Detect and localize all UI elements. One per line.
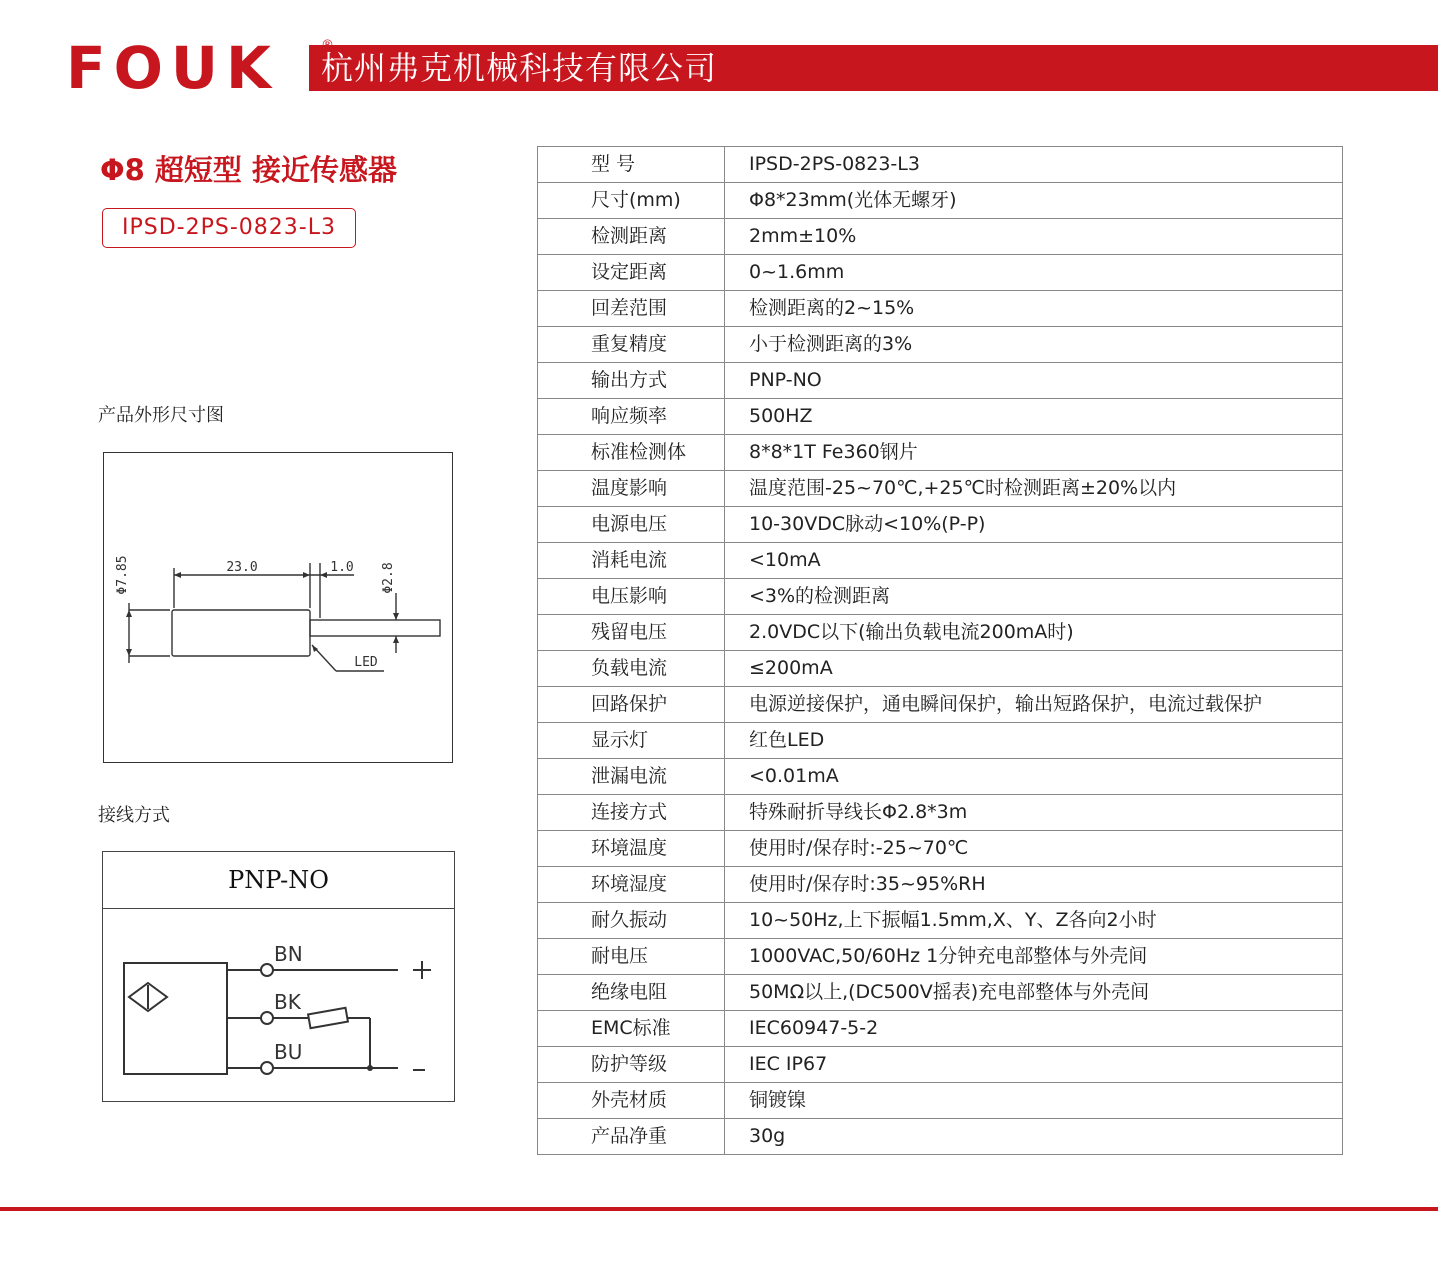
spec-key: 响应频率 bbox=[538, 399, 725, 435]
spec-row bbox=[538, 1047, 1343, 1083]
spec-row bbox=[538, 435, 1343, 471]
spec-row bbox=[538, 687, 1343, 723]
spec-value: <3%的检测距离 bbox=[725, 579, 1343, 615]
spec-key: 设定距离 bbox=[538, 255, 725, 291]
spec-key: 耐电压 bbox=[538, 939, 725, 975]
spec-row bbox=[538, 795, 1343, 831]
spec-row bbox=[538, 327, 1343, 363]
spec-key: 尺寸(mm) bbox=[538, 183, 725, 219]
spec-table bbox=[537, 146, 1343, 1155]
model-badge: IPSD-2PS-0823-L3 bbox=[102, 208, 356, 248]
wiring-diagram-svg bbox=[103, 908, 453, 1101]
spec-key: 外壳材质 bbox=[538, 1083, 725, 1119]
spec-key: 温度影响 bbox=[538, 471, 725, 507]
spec-row bbox=[538, 903, 1343, 939]
spec-row bbox=[538, 183, 1343, 219]
spec-row bbox=[538, 939, 1343, 975]
spec-value: 1000VAC,50/60Hz 1分钟充电部整体与外壳间 bbox=[725, 939, 1343, 975]
spec-row bbox=[538, 579, 1343, 615]
spec-key: 回差范围 bbox=[538, 291, 725, 327]
spec-row bbox=[538, 363, 1343, 399]
spec-value: Φ8*23mm(光体无螺牙) bbox=[725, 183, 1343, 219]
spec-key: 残留电压 bbox=[538, 615, 725, 651]
wire-bk-label: BK bbox=[274, 990, 301, 1014]
spec-value: 使用时/保存时:-25~70℃ bbox=[725, 831, 1343, 867]
wire-minus-text: - bbox=[443, 938, 444, 939]
spec-key: 绝缘电阻 bbox=[538, 975, 725, 1011]
spec-value: 电源逆接保护，通电瞬间保护，输出短路保护，电流过载保护 bbox=[725, 687, 1343, 723]
dim-cable-diameter: Φ2.8 bbox=[381, 562, 396, 594]
spec-value: IEC IP67 bbox=[725, 1047, 1343, 1083]
company-name: 杭州弗克机械科技有限公司 bbox=[321, 49, 718, 87]
spec-key: 连接方式 bbox=[538, 795, 725, 831]
spec-row bbox=[538, 651, 1343, 687]
spec-value: PNP-NO bbox=[725, 363, 1343, 399]
spec-row bbox=[538, 867, 1343, 903]
dimension-drawing-svg bbox=[104, 453, 451, 761]
spec-key: 负载电流 bbox=[538, 651, 725, 687]
dim-length: 23.0 bbox=[226, 560, 258, 575]
spec-value: 500HZ bbox=[725, 399, 1343, 435]
dimension-section-label: 产品外形尺寸图 bbox=[98, 405, 224, 426]
spec-value: 8*8*1T Fe360钢片 bbox=[725, 435, 1343, 471]
spec-value: 2.0VDC以下(输出负载电流200mA时) bbox=[725, 615, 1343, 651]
spec-value: 2mm±10% bbox=[725, 219, 1343, 255]
spec-row bbox=[538, 975, 1343, 1011]
spec-key: 消耗电流 bbox=[538, 543, 725, 579]
spec-value: IPSD-2PS-0823-L3 bbox=[725, 147, 1343, 183]
spec-value: 红色LED bbox=[725, 723, 1343, 759]
spec-value: 10-30VDC脉动<10%(P-P) bbox=[725, 507, 1343, 543]
spec-row bbox=[538, 1119, 1343, 1155]
wire-bn-label: BN bbox=[274, 942, 303, 966]
dim-offset: 1.0 bbox=[330, 560, 354, 575]
spec-key: 防护等级 bbox=[538, 1047, 725, 1083]
spec-row bbox=[538, 399, 1343, 435]
spec-value: 10~50Hz,上下振幅1.5mm,X、Y、Z各向2小时 bbox=[725, 903, 1343, 939]
spec-row bbox=[538, 291, 1343, 327]
dimension-drawing bbox=[103, 452, 453, 763]
wiring-diagram bbox=[102, 851, 455, 1102]
spec-key: 泄漏电流 bbox=[538, 759, 725, 795]
spec-row bbox=[538, 759, 1343, 795]
spec-value: 30g bbox=[725, 1119, 1343, 1155]
dim-body-diameter: Φ7.85 bbox=[115, 555, 130, 595]
spec-value: 50MΩ以上,(DC500V摇表)充电部整体与外壳间 bbox=[725, 975, 1343, 1011]
spec-key: 型 号 bbox=[538, 147, 725, 183]
spec-row bbox=[538, 1011, 1343, 1047]
spec-value: <0.01mA bbox=[725, 759, 1343, 795]
spec-row bbox=[538, 1083, 1343, 1119]
spec-value: IEC60947-5-2 bbox=[725, 1011, 1343, 1047]
spec-key: 电源电压 bbox=[538, 507, 725, 543]
spec-value: 使用时/保存时:35~95%RH bbox=[725, 867, 1343, 903]
spec-row bbox=[538, 471, 1343, 507]
wiring-title: PNP-NO bbox=[103, 852, 454, 909]
spec-key: 重复精度 bbox=[538, 327, 725, 363]
spec-key: 耐久振动 bbox=[538, 903, 725, 939]
brand-logo bbox=[66, 34, 279, 102]
spec-value: 特殊耐折导线长Φ2.8*3m bbox=[725, 795, 1343, 831]
spec-row bbox=[538, 255, 1343, 291]
wire-plus-text: + bbox=[443, 928, 444, 929]
spec-value: ≤200mA bbox=[725, 651, 1343, 687]
spec-key: 环境温度 bbox=[538, 831, 725, 867]
spec-row bbox=[538, 147, 1343, 183]
spec-value: 铜镀镍 bbox=[725, 1083, 1343, 1119]
spec-key: 环境湿度 bbox=[538, 867, 725, 903]
spec-key: 标准检测体 bbox=[538, 435, 725, 471]
wire-bu-label: BU bbox=[274, 1040, 303, 1064]
spec-value: 检测距离的2~15% bbox=[725, 291, 1343, 327]
spec-key: 检测距离 bbox=[538, 219, 725, 255]
spec-key: EMC标准 bbox=[538, 1011, 725, 1047]
product-title: Φ8 超短型 接近传感器 bbox=[100, 153, 398, 187]
spec-key: 产品净重 bbox=[538, 1119, 725, 1155]
spec-row bbox=[538, 723, 1343, 759]
spec-value: <10mA bbox=[725, 543, 1343, 579]
spec-value: 0~1.6mm bbox=[725, 255, 1343, 291]
spec-value: 小于检测距离的3% bbox=[725, 327, 1343, 363]
spec-value: 温度范围-25~70℃,+25℃时检测距离±20%以内 bbox=[725, 471, 1343, 507]
spec-row bbox=[538, 831, 1343, 867]
header-bar bbox=[309, 45, 1438, 91]
logo-text: FOUK bbox=[66, 34, 279, 102]
spec-row bbox=[538, 615, 1343, 651]
spec-key: 电压影响 bbox=[538, 579, 725, 615]
led-label: LED bbox=[354, 655, 378, 670]
spec-row bbox=[538, 507, 1343, 543]
spec-row bbox=[538, 543, 1343, 579]
wiring-section-label: 接线方式 bbox=[98, 805, 170, 826]
spec-key: 回路保护 bbox=[538, 687, 725, 723]
bottom-rule bbox=[0, 1207, 1438, 1211]
spec-row bbox=[538, 219, 1343, 255]
spec-key: 输出方式 bbox=[538, 363, 725, 399]
spec-key: 显示灯 bbox=[538, 723, 725, 759]
